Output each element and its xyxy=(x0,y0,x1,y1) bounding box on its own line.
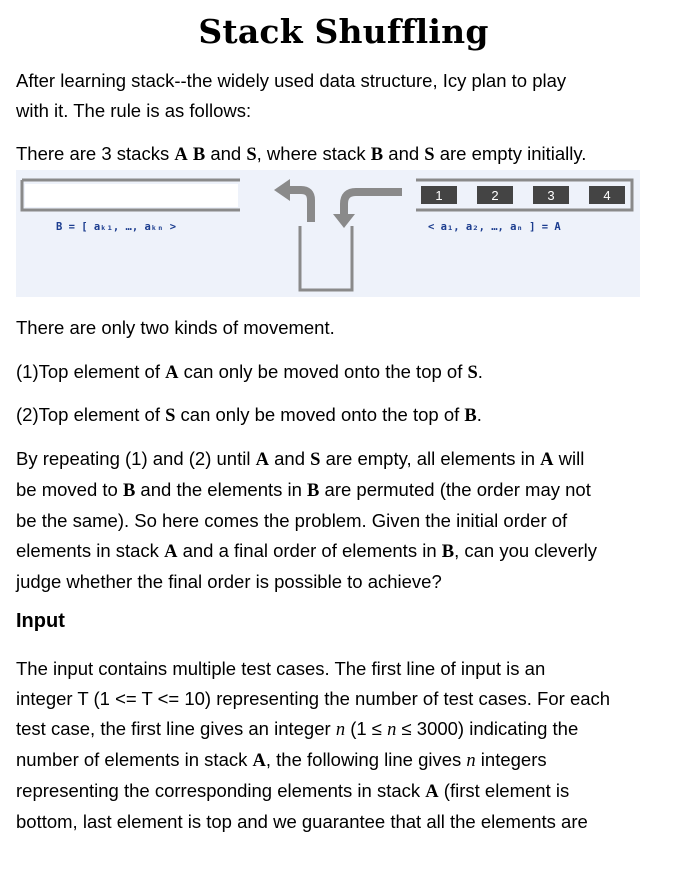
problem-paragraph xyxy=(16,444,656,597)
problem-line-3: be the same). So here comes the problem. Given the initial order of xyxy=(16,510,568,531)
stack-s-ref: S xyxy=(467,363,478,383)
input-line-4 xyxy=(16,745,656,776)
text-span: be moved to xyxy=(16,479,123,500)
input-paragraph xyxy=(16,654,656,837)
stack-s-ref: S xyxy=(165,406,176,426)
problem-line-4 xyxy=(16,536,656,567)
stack-a-ref: A xyxy=(252,751,266,771)
text-span: can only be moved onto the top of xyxy=(178,361,468,382)
text-span: and a final order of elements in xyxy=(177,540,442,561)
input-line-1: The input contains multiple test cases. The first line of input is an xyxy=(16,658,546,679)
input-line-3 xyxy=(16,714,656,745)
movement-intro: There are only two kinds of movement. xyxy=(16,317,335,338)
text-span: , where stack xyxy=(256,143,371,164)
rule-1 xyxy=(16,357,656,388)
input-heading: Input xyxy=(16,610,65,632)
stack-s-ref: S xyxy=(246,145,257,165)
box-1-label: 1 xyxy=(435,188,443,203)
text-span: will xyxy=(553,448,585,469)
stack-s-ref: S xyxy=(310,450,321,470)
text-span: test case, the first line gives an integer xyxy=(16,718,336,739)
intro-line-1: After learning stack--the widely used data structure, Icy plan to play xyxy=(16,70,567,91)
text-span: By repeating (1) and (2) until xyxy=(16,448,256,469)
intro-paragraph xyxy=(16,66,656,126)
text-span: are permuted (the order may not xyxy=(319,479,591,500)
stack-b-ref: B xyxy=(192,145,206,165)
stack-b-ref: B xyxy=(464,406,477,426)
stacks-line xyxy=(16,139,656,170)
text-span: can only be moved onto the top of xyxy=(175,404,465,425)
stack-a-ref: A xyxy=(540,450,554,470)
text-span: and xyxy=(383,143,425,164)
text-span: (1)Top element of xyxy=(16,361,166,382)
stack-a-ref: A xyxy=(425,782,439,802)
problem-line-5: judge whether the final order is possible to achieve? xyxy=(16,571,442,592)
stack-a-ref: A xyxy=(164,542,178,562)
page-title: Stack Shuffling xyxy=(198,12,489,51)
stack-a-ref: A xyxy=(174,145,188,165)
stack-a-label: < a₁, a₂, …, aₙ ] = A xyxy=(428,221,561,233)
math-n: n xyxy=(387,720,397,740)
stack-s-outline xyxy=(300,226,352,290)
stack-diagram xyxy=(16,170,640,297)
input-line-2: integer T (1 <= T <= 10) representing the number of test cases. For each xyxy=(16,688,611,709)
text-span: (1 ≤ xyxy=(345,718,388,739)
math-n: n xyxy=(335,720,346,740)
text-span: (2)Top element of xyxy=(16,404,166,425)
arrow-s-to-b-head xyxy=(274,179,290,201)
stack-b-fill xyxy=(25,184,238,207)
arrow-a-to-s-head xyxy=(333,214,355,228)
stack-a-ref: A xyxy=(165,363,179,383)
box-3-label: 3 xyxy=(547,188,555,203)
stack-a-boxes xyxy=(421,186,625,204)
text-span: and the elements in xyxy=(135,479,308,500)
problem-line-2 xyxy=(16,475,656,506)
intro-line-2: with it. The rule is as follows: xyxy=(16,100,252,121)
text-span: number of elements in stack xyxy=(16,749,253,770)
arrow-a-to-s xyxy=(344,192,402,216)
problem-line-1 xyxy=(16,444,656,475)
input-line-6: bottom, last element is top and we guarantee that all the elements are xyxy=(16,811,588,832)
text-span: integers xyxy=(475,749,547,770)
text-span: , the following line gives xyxy=(265,749,467,770)
text-span: are empty initially. xyxy=(434,143,587,164)
stack-diagram-svg xyxy=(16,170,640,297)
math-n: n xyxy=(466,751,476,771)
stack-a-ref: A xyxy=(255,450,269,470)
stack-b-ref: B xyxy=(370,145,384,165)
text-span: representing the corresponding elements in stack xyxy=(16,780,426,801)
stack-b-ref: B xyxy=(122,481,136,501)
box-2-label: 2 xyxy=(491,188,499,203)
text-span: . xyxy=(476,404,482,425)
rule-2 xyxy=(16,400,656,431)
stack-b-ref: B xyxy=(441,542,455,562)
stack-b-ref: B xyxy=(307,481,320,501)
text-span: . xyxy=(477,361,483,382)
stack-b-label: B = [ aₖ₁, …, aₖₙ > xyxy=(56,221,177,233)
text-span: , can you cleverly xyxy=(454,540,598,561)
text-span: (first element is xyxy=(438,780,570,801)
text-span: ≤ 3000) xyxy=(396,718,465,739)
text-span: and xyxy=(205,143,247,164)
text-span: indicating the xyxy=(464,718,579,739)
text-span: and xyxy=(268,448,311,469)
text-span: There are 3 stacks xyxy=(16,143,175,164)
input-line-5 xyxy=(16,776,656,807)
text-span: are empty, all elements in xyxy=(320,448,541,469)
box-4-label: 4 xyxy=(603,188,611,203)
stack-s-ref: S xyxy=(424,145,435,165)
text-span: elements in stack xyxy=(16,540,165,561)
